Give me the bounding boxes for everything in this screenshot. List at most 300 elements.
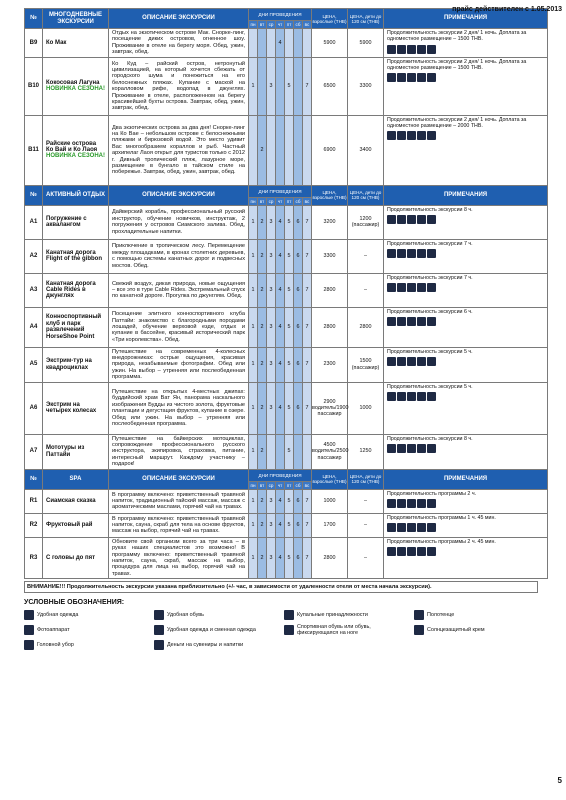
packing-icon [427,547,436,556]
note-text: Продолжительность экскурсии 8 ч. [387,435,473,442]
legend-title: УСЛОВНЫЕ ОБОЗНАЧЕНИЯ: [24,599,125,607]
excursion-description: Отдых на экзотическом острове Мак. Снорке-линг, посещение диких островов, огненное шоу. Проживание в отеле на берегу моря. Обед, ужин, завтрак, обед. [109,29,249,58]
packing-icon [407,317,416,326]
packing-icon [407,45,416,54]
price-child: 5900 [348,29,384,58]
day-cell: 4 [276,382,285,434]
excursion-code: A7 [25,434,43,469]
excursion-title: Сиамская сказка [46,497,96,504]
legend-icon [154,625,164,635]
day-cell: 6 [294,205,303,239]
price-adult: 4500 водитель/2500 пассажир [312,434,348,469]
legend-icon [284,610,294,620]
excursion-row [25,434,548,469]
packing-icon [427,45,436,54]
legend-item [414,610,538,620]
legend-item [414,624,538,636]
legend-label: Полотенце [427,612,455,619]
excursion-title: Экстрим-тур на квадроциклах [46,358,92,371]
day-cell: 6 [294,307,303,347]
excursion-note [384,273,548,307]
day-cell: 3 [267,382,276,434]
excursion-name [43,489,109,513]
day-cell: 4 [276,239,285,273]
excursion-description: Посещение элитного конноспортивного клуба Паттайи: знакомство с благородными породами лошадей, обучение верховой езде, отдых и купание в бассейне, красивый исторический парк «Три королевства». Обед. [109,307,249,347]
excursion-code: R2 [25,513,43,537]
excursion-note [384,239,548,273]
price-adult: 6900 [312,115,348,185]
legend-item [24,640,148,650]
day-cell: 5 [285,273,294,307]
packing-icon [427,249,436,258]
col-desc: ОПИСАНИЕ ЭКСКУРСИИ [109,9,249,29]
packing-icons [387,499,544,508]
day-cell [303,29,312,58]
packing-icons [387,547,544,556]
excursion-title: Канатная дорога Flight of the gibbon [46,249,102,263]
excursion-code: A5 [25,347,43,382]
excursion-description: Ко Куд – райский остров, нетронутый цивилизацией, на который хочется сбежать от городского шума и понежиться на его белоснежных пляжах. Купание с маской на коралловом рифе, водопад в джунглях. Проживание в отеле, расположенном на берегу красивейшей бухты острова. Завтрак, обед, ужин, завтрак, обед. [109,57,249,115]
price-child: 1250 [348,434,384,469]
day-cell [285,115,294,185]
packing-icon [407,131,416,140]
packing-icons [387,392,544,401]
day-cell: 2 [258,382,267,434]
day-cell: 7 [303,347,312,382]
packing-icon [417,249,426,258]
day-name: вт [258,197,267,205]
note-text: Продолжительность экскурсии 2 дня/ 1 ночь. Доплата за одноместное размещение – 2000 THB. [387,116,527,130]
excursion-title: Мототуры из Паттайи [46,445,85,458]
day-cell: 5 [285,382,294,434]
excursion-row [25,57,548,115]
packing-icon [397,249,406,258]
excursion-note [384,347,548,382]
day-cell [303,434,312,469]
day-cell: 7 [303,239,312,273]
packing-icon [417,499,426,508]
packing-icon [387,215,396,224]
price-adult: 5900 [312,29,348,58]
packing-icon [407,283,416,292]
price-child: 1000 [348,382,384,434]
excursion-name [43,239,109,273]
legend-icon [24,640,34,650]
legend-label: Удобная обувь [167,612,204,619]
excursion-code: B11 [25,115,43,185]
excursion-row [25,537,548,578]
legend-icon [284,625,294,635]
excursion-row [25,307,548,347]
note-text: Продолжительность экскурсии 2 дня/ 1 ночь. Доплата за одноместное размещение – 1500 THB. [387,30,527,43]
legend-item [154,610,278,620]
packing-icon [407,444,416,453]
day-cell: 2 [258,239,267,273]
packing-icons [387,357,544,366]
price-child: – [348,513,384,537]
day-cell: 1 [249,273,258,307]
excursion-code: R1 [25,489,43,513]
day-cell [267,115,276,185]
legend-item [284,624,408,636]
excursion-title: Погружение с аквалангом [46,215,87,229]
day-cell: 5 [285,434,294,469]
day-cell: 5 [285,489,294,513]
excursion-note [384,537,548,578]
col-no: № [25,185,43,205]
day-cell: 3 [267,347,276,382]
day-cell: 7 [303,513,312,537]
day-cell: 7 [303,273,312,307]
legend-icon [24,625,34,635]
day-name: вс [303,481,312,489]
legend-icon [154,610,164,620]
day-cell [294,434,303,469]
day-cell: 3 [267,239,276,273]
excursion-row [25,239,548,273]
day-cell: 1 [249,513,258,537]
excursion-code: A1 [25,205,43,239]
day-cell: 1 [249,537,258,578]
packing-icon [407,523,416,532]
price-child: 1500 (пассажир) [348,347,384,382]
day-cell [303,115,312,185]
section-header [25,469,548,481]
legend-item [154,624,278,636]
packing-icon [407,392,416,401]
excursion-name [43,307,109,347]
note-text: Продолжительность программы 1 ч. 45 мин. [387,514,496,521]
day-cell: 3 [267,513,276,537]
day-cell [276,434,285,469]
legend-label: Спортивная обувь или обувь, фиксирующаяся на ноге [297,624,371,637]
price-child: – [348,239,384,273]
day-cell: 5 [285,57,294,115]
day-cell: 2 [258,434,267,469]
note-text: Продолжительность экскурсии 2 дня/ 1 ночь. Доплата за одноместное размещение – 1500 THB. [387,58,527,72]
packing-icon [397,357,406,366]
packing-icons [387,73,544,82]
day-cell [276,115,285,185]
packing-icon [387,283,396,292]
day-cell: 2 [258,115,267,185]
excursion-description: В программу включено: приветственный травяной напиток, сауна, скраб для тела на основе фруктов, массаж на выбор, горячий чай на травах. [109,513,249,537]
day-cell: 4 [276,347,285,382]
day-cell [249,29,258,58]
price-adult: 3200 [312,205,348,239]
day-cell: 3 [267,57,276,115]
excursion-title: Кокосовая Лагуна [46,79,100,86]
note-text: Продолжительность программы 2 ч. 45 мин. [387,538,496,545]
day-cell: 3 [267,537,276,578]
legend-item [24,610,148,620]
excursion-row [25,29,548,58]
col-desc: ОПИСАНИЕ ЭКСКУРСИИ [109,469,249,489]
warning-note: ВНИМАНИЕ!!! Продолжительность экскурсии указана приблизительно (+/- час, в зависимости от удаленности отеля от места начала экскурсии). [24,581,538,593]
day-cell: 2 [258,205,267,239]
excursion-note [384,513,548,537]
note-text: Продолжительность экскурсии 6 ч. [387,308,473,315]
day-cell: 6 [294,537,303,578]
excursion-description: Дайверский корабль, профессиональный русский инструктор, обучение новичков, инструктаж, 2 погружения у островов Сиамского залива. Обед, прохладительные напитки. [109,205,249,239]
day-name: сб [294,197,303,205]
packing-icons [387,131,544,140]
col-no: № [25,469,43,489]
excursion-note [384,115,548,185]
excursion-note [384,205,548,239]
packing-icon [427,357,436,366]
note-text: Продолжительность экскурсии 5 ч. [387,348,473,355]
day-cell: 5 [285,239,294,273]
day-cell [276,57,285,115]
legend-icon [24,610,34,620]
day-name: сб [294,481,303,489]
note-text: Продолжительность экскурсии 7 ч. [387,240,473,247]
excursion-row [25,347,548,382]
excursion-description: Два экзотических острова за два дня! Снорке-линг на Ко Вае – небольшом острове с белоснежными пляжами и бирюзовой водой. Это место удивит Вас многообразием кораллов и рыб. Частный архипелаг Лаоя открыт для туристов только с 2012 г. Дивный тропический пляж, лазурное море, размещение в бунгало в тайском стиле на побережье. Завтрак, обед, ужин, завтрак, обед. [109,115,249,185]
legend [24,610,538,650]
day-name: ср [267,197,276,205]
price-child: – [348,537,384,578]
day-cell: 6 [294,513,303,537]
day-name: пн [250,198,256,204]
day-cell: 6 [294,273,303,307]
day-cell: 2 [258,513,267,537]
packing-icon [417,73,426,82]
day-cell: 5 [285,205,294,239]
excursion-row [25,205,548,239]
packing-icon [427,444,436,453]
day-cell: 5 [285,537,294,578]
price-adult: 2300 [312,347,348,382]
day-cell: 2 [258,307,267,347]
day-cell: 1 [249,489,258,513]
packing-icon [397,317,406,326]
packing-icons [387,317,544,326]
day-cell: 4 [276,273,285,307]
excursion-code: A4 [25,307,43,347]
excursion-name [43,434,109,469]
packing-icon [407,249,416,258]
day-cell: 4 [276,205,285,239]
day-cell: 7 [303,537,312,578]
packing-icon [427,392,436,401]
excursion-row [25,513,548,537]
packing-icon [397,73,406,82]
packing-icon [397,499,406,508]
packing-icon [417,131,426,140]
legend-item [24,624,148,636]
excursion-code: A6 [25,382,43,434]
col-price-adult: ЦЕНА, взрослые (THB) [312,185,348,205]
packing-icons [387,444,544,453]
day-cell: 3 [267,273,276,307]
packing-icon [407,357,416,366]
excursion-name [43,382,109,434]
excursion-table [24,8,548,579]
day-cell: 7 [303,205,312,239]
packing-icons [387,215,544,224]
day-cell: 6 [294,382,303,434]
legend-label: Деньги на сувениры и напитки [167,642,244,649]
excursion-note [384,489,548,513]
excursion-note [384,57,548,115]
packing-icon [397,444,406,453]
packing-icon [387,499,396,508]
day-cell: 2 [258,489,267,513]
packing-icon [427,523,436,532]
packing-icon [427,215,436,224]
day-cell [294,115,303,185]
day-cell: 1 [249,57,258,115]
day-cell: 4 [276,29,285,58]
day-cell: 7 [303,489,312,513]
packing-icons [387,283,544,292]
note-text: Продолжительность экскурсии 7 ч. [387,274,473,281]
price-child: 3300 [348,57,384,115]
packing-icon [387,249,396,258]
packing-icon [387,131,396,140]
day-cell: 1 [249,307,258,347]
col-price-child: ЦЕНА, дети до 120 см (THB) [348,9,384,29]
packing-icon [397,547,406,556]
legend-item [154,640,278,650]
day-cell [267,29,276,58]
packing-icon [397,523,406,532]
price-child: – [348,489,384,513]
price-adult: 6500 [312,57,348,115]
col-days: ДНИ ПРОВЕДЕНИЯ [249,469,312,481]
day-name: сб [294,21,303,29]
packing-icon [397,215,406,224]
packing-icon [387,444,396,453]
excursion-row [25,273,548,307]
day-cell [258,57,267,115]
day-cell: 4 [276,489,285,513]
new-season-badge: НОВИНКА СЕЗОНА! [46,86,105,93]
day-cell: 7 [303,307,312,347]
col-days: ДНИ ПРОВЕДЕНИЯ [249,9,312,21]
section-header [25,185,548,197]
excursion-row [25,382,548,434]
packing-icon [407,499,416,508]
legend-label: Удобная одежда и сменная одежда [167,627,256,634]
packing-icons [387,523,544,532]
price-adult: 2800 [312,537,348,578]
packing-icon [417,357,426,366]
day-cell [294,57,303,115]
packing-icon [427,131,436,140]
excursion-title: С головы до пят [46,554,96,561]
packing-icon [387,357,396,366]
excursion-row [25,489,548,513]
day-cell: 7 [303,382,312,434]
day-cell: 1 [249,434,258,469]
col-notes: ПРИМЕЧАНИЯ [384,185,548,205]
excursion-description: Обновите свой организм всего за три часа – в руках наших специалистов это возможно! В программу включено: приветственный травяной напиток, сауна, скраб, массаж на выбор, процедура для лица на выбор, горячий чай на травах. [109,537,249,578]
legend-icon [414,625,424,635]
packing-icon [417,45,426,54]
packing-icon [417,392,426,401]
excursion-description: Путешествие на современных 4-колесных внедорожниках: острые ощущения, красивая природа, незабываемые фотографии. Обед или ужин. На выбор – утренняя или послеобеденная программа. [109,347,249,382]
price-adult: 2800 [312,273,348,307]
day-name: чт [276,21,285,29]
legend-label: Солнцезащитный крем [427,627,485,634]
day-cell: 3 [267,307,276,347]
excursion-description: Путешествие на байкерских мотоциклах, сопровождение профессионального русского инструктора, экипировка, страховка, питание, интересный маршрут. Каждому участнику – подарок! [109,434,249,469]
packing-icon [427,73,436,82]
legend-icon [154,640,164,650]
packing-icon [427,317,436,326]
day-cell: 6 [294,239,303,273]
excursion-title: Фруктовый рай [46,521,93,528]
excursion-description: В программу включено: приветственный травяной напиток, традиционный тайский массаж, массаж с ароматическими маслами, горячий чай на травах. [109,489,249,513]
packing-icon [387,547,396,556]
note-text: Продолжительность экскурсии 5 ч. [387,383,473,390]
excursion-title: Ко Мак [46,39,67,46]
day-cell: 2 [258,537,267,578]
excursion-description: Путешествие на открытых 4-местных джипах: буддийский храм Ват Ян, панорама наскального изображения Будды из чистого золота, фруктовые плантации и дегустация фруктов, купание в озере. Обед или ужин. На выбор – утренняя или послеобеденная программа. [109,382,249,434]
day-cell: 6 [294,347,303,382]
price-child: – [348,273,384,307]
price-child: 3400 [348,115,384,185]
day-name: вс [303,197,312,205]
col-no: № [25,9,43,29]
excursion-title: Райские острова Ко Вай и Ко Лаоя [46,140,98,153]
section-title: МНОГОДНЕВНЫЕ ЭКСКУРСИИ [43,9,109,29]
col-days: ДНИ ПРОВЕДЕНИЯ [249,185,312,197]
packing-icon [427,283,436,292]
day-cell [285,29,294,58]
packing-icon [387,73,396,82]
col-desc: ОПИСАНИЕ ЭКСКУРСИИ [109,185,249,205]
day-cell: 7 [303,57,312,115]
day-name: пт [285,197,294,205]
excursion-code: A2 [25,239,43,273]
page-number: 5 [557,776,562,785]
packing-icon [417,317,426,326]
day-cell: 1 [249,239,258,273]
col-notes: ПРИМЕЧАНИЯ [384,469,548,489]
day-name: вс [303,21,312,29]
excursion-code: R3 [25,537,43,578]
packing-icon [397,45,406,54]
excursion-code: B9 [25,29,43,58]
day-cell: 5 [285,513,294,537]
day-name: ср [267,481,276,489]
packing-icon [407,73,416,82]
excursion-name [43,273,109,307]
price-adult: 2900 водитель/1900 пассажир [312,382,348,434]
excursion-note [384,382,548,434]
excursion-description: Приключение в тропическом лесу. Перемещение между площадками, в кронах столетних деревьев, с помощью системы канатных дорог и подвесных мостов. Обед. [109,239,249,273]
day-cell: 1 [249,347,258,382]
legend-label: Купальные принадлежности [297,612,368,619]
legend-label: Фотоаппарат [37,627,70,634]
packing-icon [417,283,426,292]
excursion-name [43,57,109,115]
day-cell [258,29,267,58]
day-name: пн [250,482,256,488]
legend-icon [414,610,424,620]
day-name: ср [267,21,276,29]
packing-icon [387,392,396,401]
packing-icons [387,249,544,258]
price-child: 2800 [348,307,384,347]
day-cell [294,29,303,58]
section-title: SPA [43,469,109,489]
day-cell: 1 [249,205,258,239]
